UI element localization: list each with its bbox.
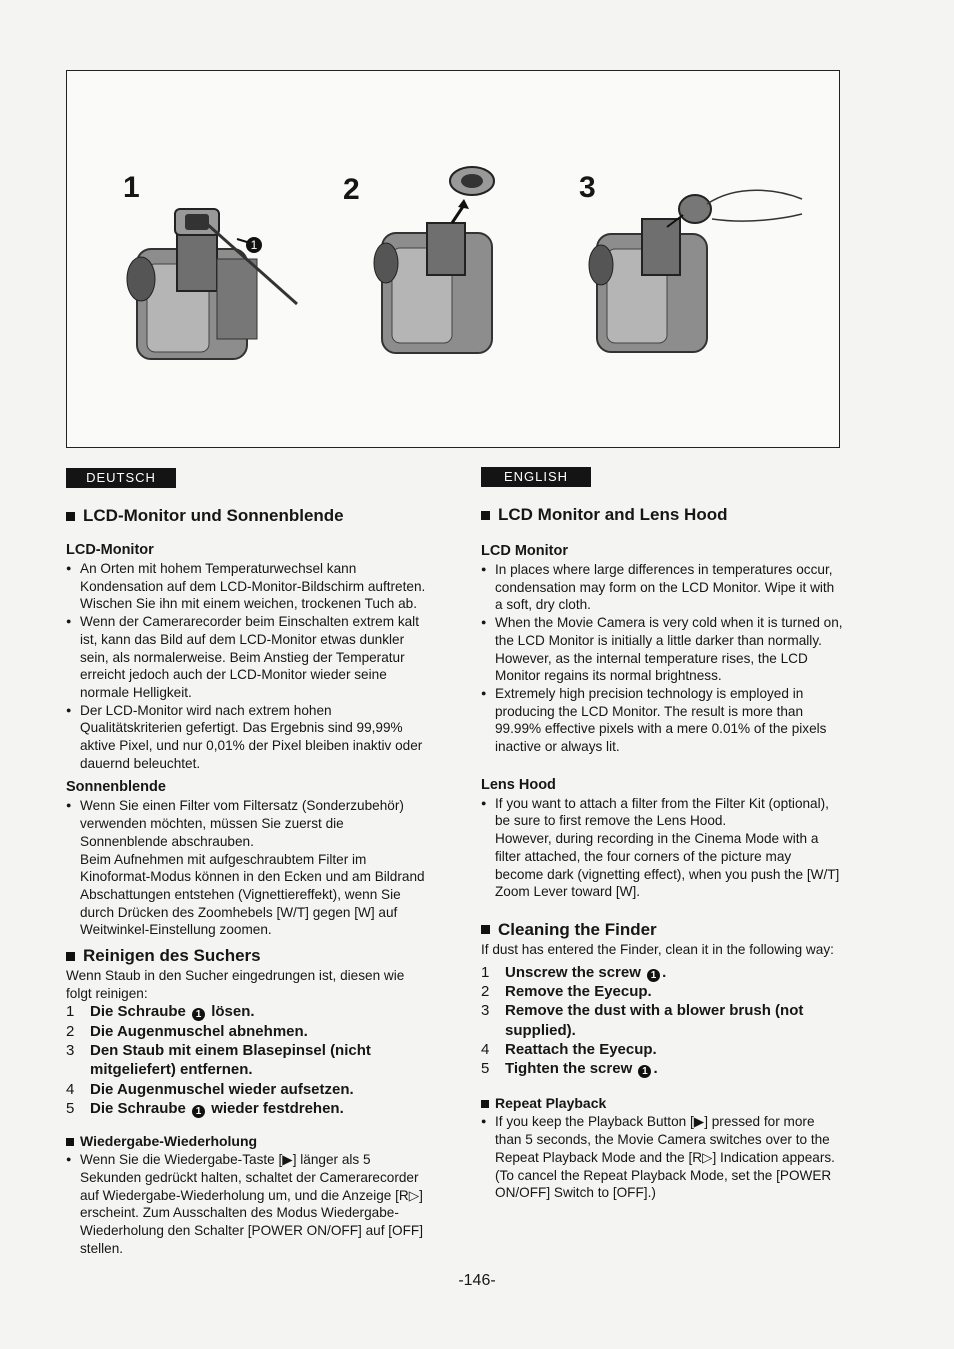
list-item: ● If you keep the Playback Button [▶] pressed for more than 5 seconds, the Movie Camera switches over to the Repeat Playback Mode and the [R▷] Indication appears. (To cancel the Repeat Playback Mode, set the [POWER ON/OFF] Switch to [OFF].) <box>481 1113 843 1202</box>
list-item: ● If you want to attach a filter from the Filter Kit (optional), be sure to first remove the Lens Hood. However, during recording in the Cinema Mode with a filter attached, the four corners of the picture may become dark (vignetting effect), when you push the [W/T] Zoom Lever toward [W]. <box>481 795 843 901</box>
list-item: ● When the Movie Camera is very cold when it is turned on, the LCD Monitor is initially a little darker than normally. However, as the internal temperature rises, the LCD Monitor regains its normal brightness. <box>481 614 843 685</box>
cleaning-intro-en: If dust has entered the Finder, clean it in the following way: <box>481 941 834 957</box>
subheading-lcd-monitor-en: LCD Monitor <box>481 543 568 559</box>
step-item: 1 Die Schraube 1 lösen. <box>66 1003 255 1021</box>
english-column <box>481 504 843 1202</box>
step-item: 3 Den Staub mit einem Blasepinsel (nicht mitgeliefert) entfernen. <box>66 1042 371 1079</box>
subheading-lens-hood-en: Lens Hood <box>481 776 556 793</box>
list-item: ● Wenn der Camerarecorder beim Einschalten extrem kalt ist, kann das Bild auf dem LCD-Monitor etwas dunkler sein, als normalerweise. Beim Anstieg der Temperatur erreicht jedoch auch der LCD-Monitor wieder seine normale Helligkeit. <box>66 613 428 702</box>
list-item: ● An Orten mit hohem Temperaturwechsel kann Kondensation auf dem LCD-Monitor-Bildschirm auftreten. Wischen Sie ihn mit einem weichen, trockenen Tuch ab. <box>66 560 428 613</box>
subheading-repeat-en: Repeat Playback <box>481 1094 843 1113</box>
step-item: 2 Remove the Eyecup. <box>481 982 652 1000</box>
hood-bullet-list-de <box>66 797 428 939</box>
callout-screw-marker: 1 <box>246 237 262 253</box>
section-title-cleaning-de: Reinigen des Suchers <box>66 945 428 967</box>
step-item: 3 Remove the dust with a blower brush (not supplied). <box>481 1002 804 1039</box>
step-item: 4 Die Augenmuschel wieder aufsetzen. <box>66 1080 354 1098</box>
lcd-bullet-list-en <box>481 561 843 756</box>
square-bullet-icon <box>66 512 75 521</box>
list-item: ● Wenn Sie einen Filter vom Filtersatz (Sonderzubehör) verwenden möchten, müssen Sie zuerst die Sonnenblende abschrauben. Beim Aufnehmen mit aufgeschraubtem Filter im Kinoformat-Modus können in den Ecken und am Bildrand Abschattungen entstehen (Vignettiereffekt), wenn Sie durch Drücken des Zoomhebels [W/T] gegen [W] auf Weitwinkel-Einstellung zoomen. <box>66 797 428 939</box>
section-title-cleaning-en: Cleaning the Finder <box>481 919 843 941</box>
repeat-bullet-list-de <box>66 1151 428 1257</box>
language-badge-en: ENGLISH <box>481 467 591 487</box>
camera-eyecup-removed-illustration <box>372 163 512 363</box>
subheading-lcd-monitor-de: LCD-Monitor <box>66 542 154 558</box>
list-item: ● In places where large differences in temperatures occur, condensation may form on the LCD Monitor. Wipe it with a soft, dry cloth. <box>481 561 843 614</box>
screw-marker-icon: 1 <box>192 1008 205 1021</box>
cleaning-steps-en <box>481 963 843 1079</box>
square-bullet-icon <box>66 952 75 961</box>
subheading-lens-hood-de: Sonnenblende <box>66 779 166 796</box>
step-number-3: 3 <box>579 171 596 204</box>
screw-marker-icon: 1 <box>638 1065 651 1078</box>
camera-unscrew-illustration <box>117 199 347 369</box>
square-bullet-icon <box>481 511 490 520</box>
subheading-repeat-de: Wiedergabe-Wiederholung <box>66 1132 428 1151</box>
cleaning-intro-de: Wenn Staub in den Sucher eingedrungen ist, diesen wie folgt reinigen: <box>66 968 405 1001</box>
list-item: ● Extremely high precision technology is employed in producing the LCD Monitor. The result is more than 99.99% effective pixels with a mere 0.01% of the pixels inactive or always lit. <box>481 685 843 756</box>
cleaning-steps-de <box>66 1002 428 1118</box>
camera-blower-brush-illustration <box>587 179 817 359</box>
step-item: 4 Reattach the Eyecup. <box>481 1040 657 1058</box>
step-item: 1 Unscrew the screw 1 . <box>481 963 667 981</box>
section-title-lcd-hood-en: LCD Monitor and Lens Hood <box>481 504 843 526</box>
screw-marker-icon: 1 <box>192 1105 205 1118</box>
square-bullet-icon <box>481 925 490 934</box>
list-item: ● Wenn Sie die Wiedergabe-Taste [▶] länger als 5 Sekunden gedrückt halten, schaltet der Camerarecorder auf Wiedergabe-Wiederholung um, und die Anzeige [R▷] erscheint. Zum Ausschalten des Modus Wiedergabe-Wiederholung den Schalter [POWER ON/OFF] auf [OFF] stellen. <box>66 1151 428 1257</box>
step-number-2: 2 <box>343 173 360 206</box>
square-bullet-icon <box>481 1100 489 1108</box>
step-item: 5 Die Schraube 1 wieder festdrehen. <box>66 1099 344 1117</box>
german-column <box>66 505 428 1257</box>
language-badge-de: DEUTSCH <box>66 468 176 488</box>
list-item: ● Der LCD-Monitor wird nach extrem hohen Qualitätskriterien gefertigt. Das Ergebnis sind 99,99% aktive Pixel, und nur 0,01% der Pixel bleiben inaktiv oder dauernd beleuchtet. <box>66 702 428 773</box>
step-item: 2 Die Augenmuschel abnehmen. <box>66 1022 308 1040</box>
illustration-frame <box>66 70 840 448</box>
lcd-bullet-list-de <box>66 560 428 772</box>
screw-marker-icon: 1 <box>647 969 660 982</box>
step-item: 5 Tighten the screw 1 . <box>481 1060 658 1078</box>
repeat-bullet-list-en <box>481 1113 843 1202</box>
page-number: -146- <box>458 1272 496 1289</box>
square-bullet-icon <box>66 1138 74 1146</box>
section-title-lcd-hood-de: LCD-Monitor und Sonnenblende <box>66 505 428 527</box>
hood-bullet-list-en <box>481 795 843 901</box>
step-number-1: 1 <box>123 171 140 204</box>
